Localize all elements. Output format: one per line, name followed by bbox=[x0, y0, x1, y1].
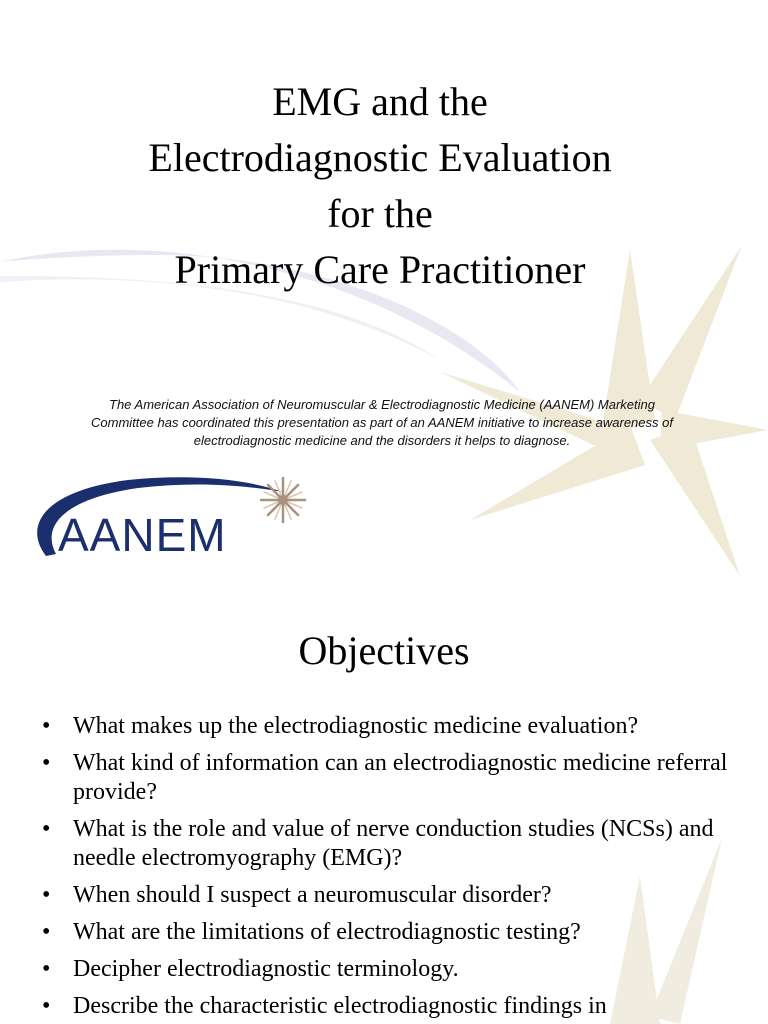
title-line: EMG and the bbox=[272, 79, 488, 124]
list-item bbox=[42, 815, 732, 873]
bullet-icon: • bbox=[42, 882, 51, 908]
bullet-icon: • bbox=[42, 713, 51, 739]
bullet-icon: • bbox=[42, 750, 51, 776]
list-item bbox=[42, 955, 732, 984]
list-item bbox=[42, 881, 732, 910]
list-item-text: Describe the characteristic electrodiagnostic findings in bbox=[73, 993, 607, 1019]
list-item bbox=[42, 992, 732, 1021]
title-line: Electrodiagnostic Evaluation bbox=[148, 135, 612, 180]
logo-wordmark: AANEM bbox=[58, 509, 227, 561]
list-item-text: What kind of information can an electrodiagnostic medicine referral provide? bbox=[73, 750, 728, 805]
slide-title: Objectives bbox=[298, 628, 470, 673]
bullet-icon: • bbox=[42, 816, 51, 842]
list-item-text: What is the role and value of nerve conduction studies (NCSs) and needle electromyography (EMG)? bbox=[73, 816, 714, 871]
logo-star-icon bbox=[261, 478, 305, 522]
bullet-icon: • bbox=[42, 993, 51, 1019]
title-line: for the bbox=[327, 191, 433, 236]
list-item-text: What makes up the electrodiagnostic medicine evaluation? bbox=[73, 713, 639, 739]
list-item bbox=[42, 712, 732, 741]
list-item-text: Decipher electrodiagnostic terminology. bbox=[73, 956, 459, 982]
slide-title bbox=[0, 74, 760, 298]
title-line: Primary Care Practitioner bbox=[174, 247, 586, 292]
bullet-icon: • bbox=[42, 919, 51, 945]
list-item bbox=[42, 749, 732, 807]
objectives-list bbox=[42, 712, 732, 1024]
objectives-slide bbox=[0, 576, 768, 1024]
list-item-text: What are the limitations of electrodiagnostic testing? bbox=[73, 919, 581, 945]
bullet-icon: • bbox=[42, 956, 51, 982]
slide-subtitle: The American Association of Neuromuscular & Electrodiagnostic Medicine (AANEM) Marketing Committee has coordinated this presentation as part of an AANEM initiative to increase awareness of electrodiagnostic medicine and the disorders it helps to diagnose. bbox=[91, 397, 673, 448]
list-item bbox=[42, 918, 732, 947]
list-item-text: When should I suspect a neuromuscular disorder? bbox=[73, 882, 552, 908]
